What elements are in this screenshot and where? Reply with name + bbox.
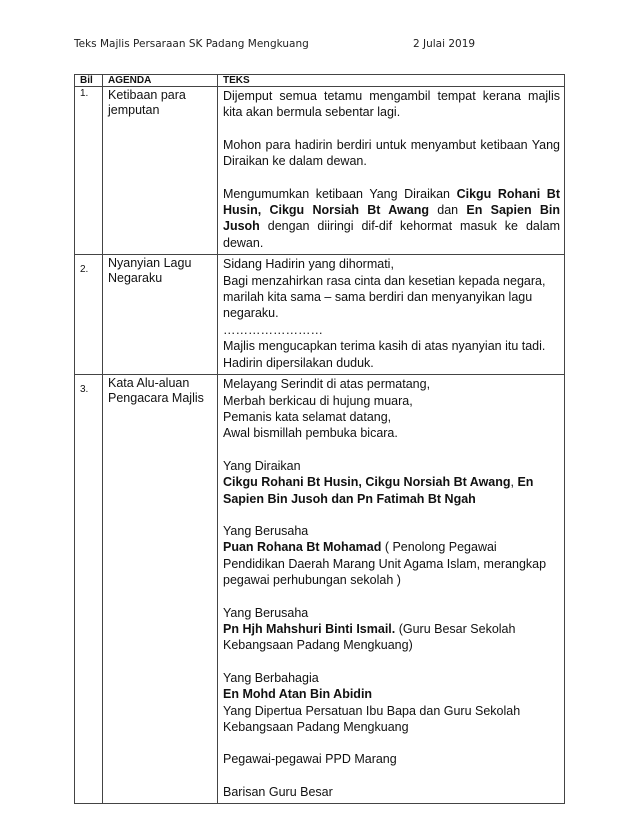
pantun-line: Melayang Serindit di atas permatang, bbox=[223, 377, 431, 392]
pantun-line: Pemanis kata selamat datang, bbox=[223, 409, 392, 424]
agenda-cell bbox=[103, 87, 218, 255]
salutation-label: Yang Berusaha bbox=[223, 523, 309, 538]
document-header-date: 2 Julai 2019 bbox=[413, 38, 476, 50]
column-header-bil: Bil bbox=[75, 75, 103, 87]
column-header-agenda: AGENDA bbox=[103, 75, 218, 87]
teks-paragraph: Dijemput semua tetamu mengambil tempat kerana majlis kita akan bermula sebentar lagi. bbox=[223, 89, 560, 120]
program-table bbox=[74, 74, 565, 804]
table-row bbox=[75, 375, 565, 804]
teks-cell bbox=[218, 255, 565, 375]
teks-dots: …………………… bbox=[223, 322, 323, 337]
agenda-line: jemputan bbox=[108, 103, 160, 117]
salutation-names: Cikgu Rohani Bt Husin, Cikgu Norsiah Bt Awang, En Sapien Bin Jusoh dan Pn Fatimah Bt Ngah bbox=[223, 475, 534, 506]
salutation-desc: Yang Dipertua Persatuan Ibu Bapa dan Guru Sekolah Kebangsaan Padang Mengkuang bbox=[223, 703, 521, 734]
agenda-line: Kata Alu-aluan bbox=[108, 376, 190, 391]
row-number-text: 1. bbox=[80, 88, 89, 99]
guest-name: En Sapien Bin Jusoh bbox=[223, 203, 560, 234]
table-row bbox=[75, 255, 565, 375]
teks-paragraph: Mohon para hadirin berdiri untuk menyambut ketibaan Yang Diraikan ke dalam dewan. bbox=[223, 137, 560, 169]
salutation-group: Pegawai-pegawai PPD Marang bbox=[223, 752, 397, 767]
agenda-line: Pengacara Majlis bbox=[108, 391, 204, 406]
teks-line: Sidang Hadirin yang dihormati, bbox=[223, 257, 394, 272]
salutation-group: Barisan Guru Besar bbox=[223, 784, 333, 799]
pantun-line: Awal bismillah pembuka bicara. bbox=[223, 426, 398, 441]
table-row bbox=[75, 87, 565, 255]
teks-cell bbox=[218, 375, 565, 804]
agenda-line: Nyanyian Lagu bbox=[108, 256, 192, 271]
table-header-row bbox=[75, 75, 565, 87]
document-header-title: Teks Majlis Persaraan SK Padang Mengkuang bbox=[74, 38, 309, 50]
guest-names: Cikgu Rohani Bt Husin, Cikgu Norsiah Bt Awang bbox=[223, 186, 560, 218]
agenda-line: Ketibaan para bbox=[108, 88, 186, 102]
row-number bbox=[75, 255, 103, 375]
agenda-cell bbox=[103, 375, 218, 804]
agenda-line: Negaraku bbox=[108, 271, 163, 286]
salutation-label: Yang Berusaha bbox=[223, 605, 309, 620]
salutation-entry: Pn Hjh Mahshuri Binti Ismail. (Guru Besar Sekolah Kebangsaan Padang Mengkuang) bbox=[223, 621, 516, 653]
salutation-label: Yang Berbahagia bbox=[223, 670, 319, 685]
salutation-entry: Puan Rohana Bt Mohamad ( Penolong Pegawai Pendidikan Daerah Marang Unit Agama Islam, merangkap pegawai perhubungan sekolah ) bbox=[223, 540, 547, 588]
salutation-name: En Mohd Atan Bin Abidin bbox=[223, 687, 373, 702]
teks-paragraph: Majlis mengucapkan terima kasih di atas nyanyian itu tadi. Hadirin dipersilakan duduk. bbox=[223, 339, 546, 370]
pantun-line: Merbah berkicau di hujung muara, bbox=[223, 393, 413, 408]
teks-cell bbox=[218, 87, 565, 255]
teks-paragraph: Mengumumkan ketibaan Yang Diraikan Cikgu Rohani Bt Husin, Cikgu Norsiah Bt Awang dan En Sapien Bin Jusoh dengan diiringi dif-dif kehormat masuk ke dalam dewan. bbox=[223, 186, 560, 250]
teks-paragraph: Bagi menzahirkan rasa cinta dan kesetian kepada negara, marilah kita sama – sama berdiri dan menyanyikan lagu negaraku. bbox=[223, 273, 546, 321]
row-number-text: 2. bbox=[80, 264, 89, 276]
column-header-teks: TEKS bbox=[218, 75, 565, 87]
row-number-text: 3. bbox=[80, 384, 89, 396]
row-number bbox=[75, 375, 103, 804]
row-number bbox=[75, 87, 103, 255]
agenda-cell bbox=[103, 255, 218, 375]
salutation-label: Yang Diraikan bbox=[223, 458, 301, 473]
